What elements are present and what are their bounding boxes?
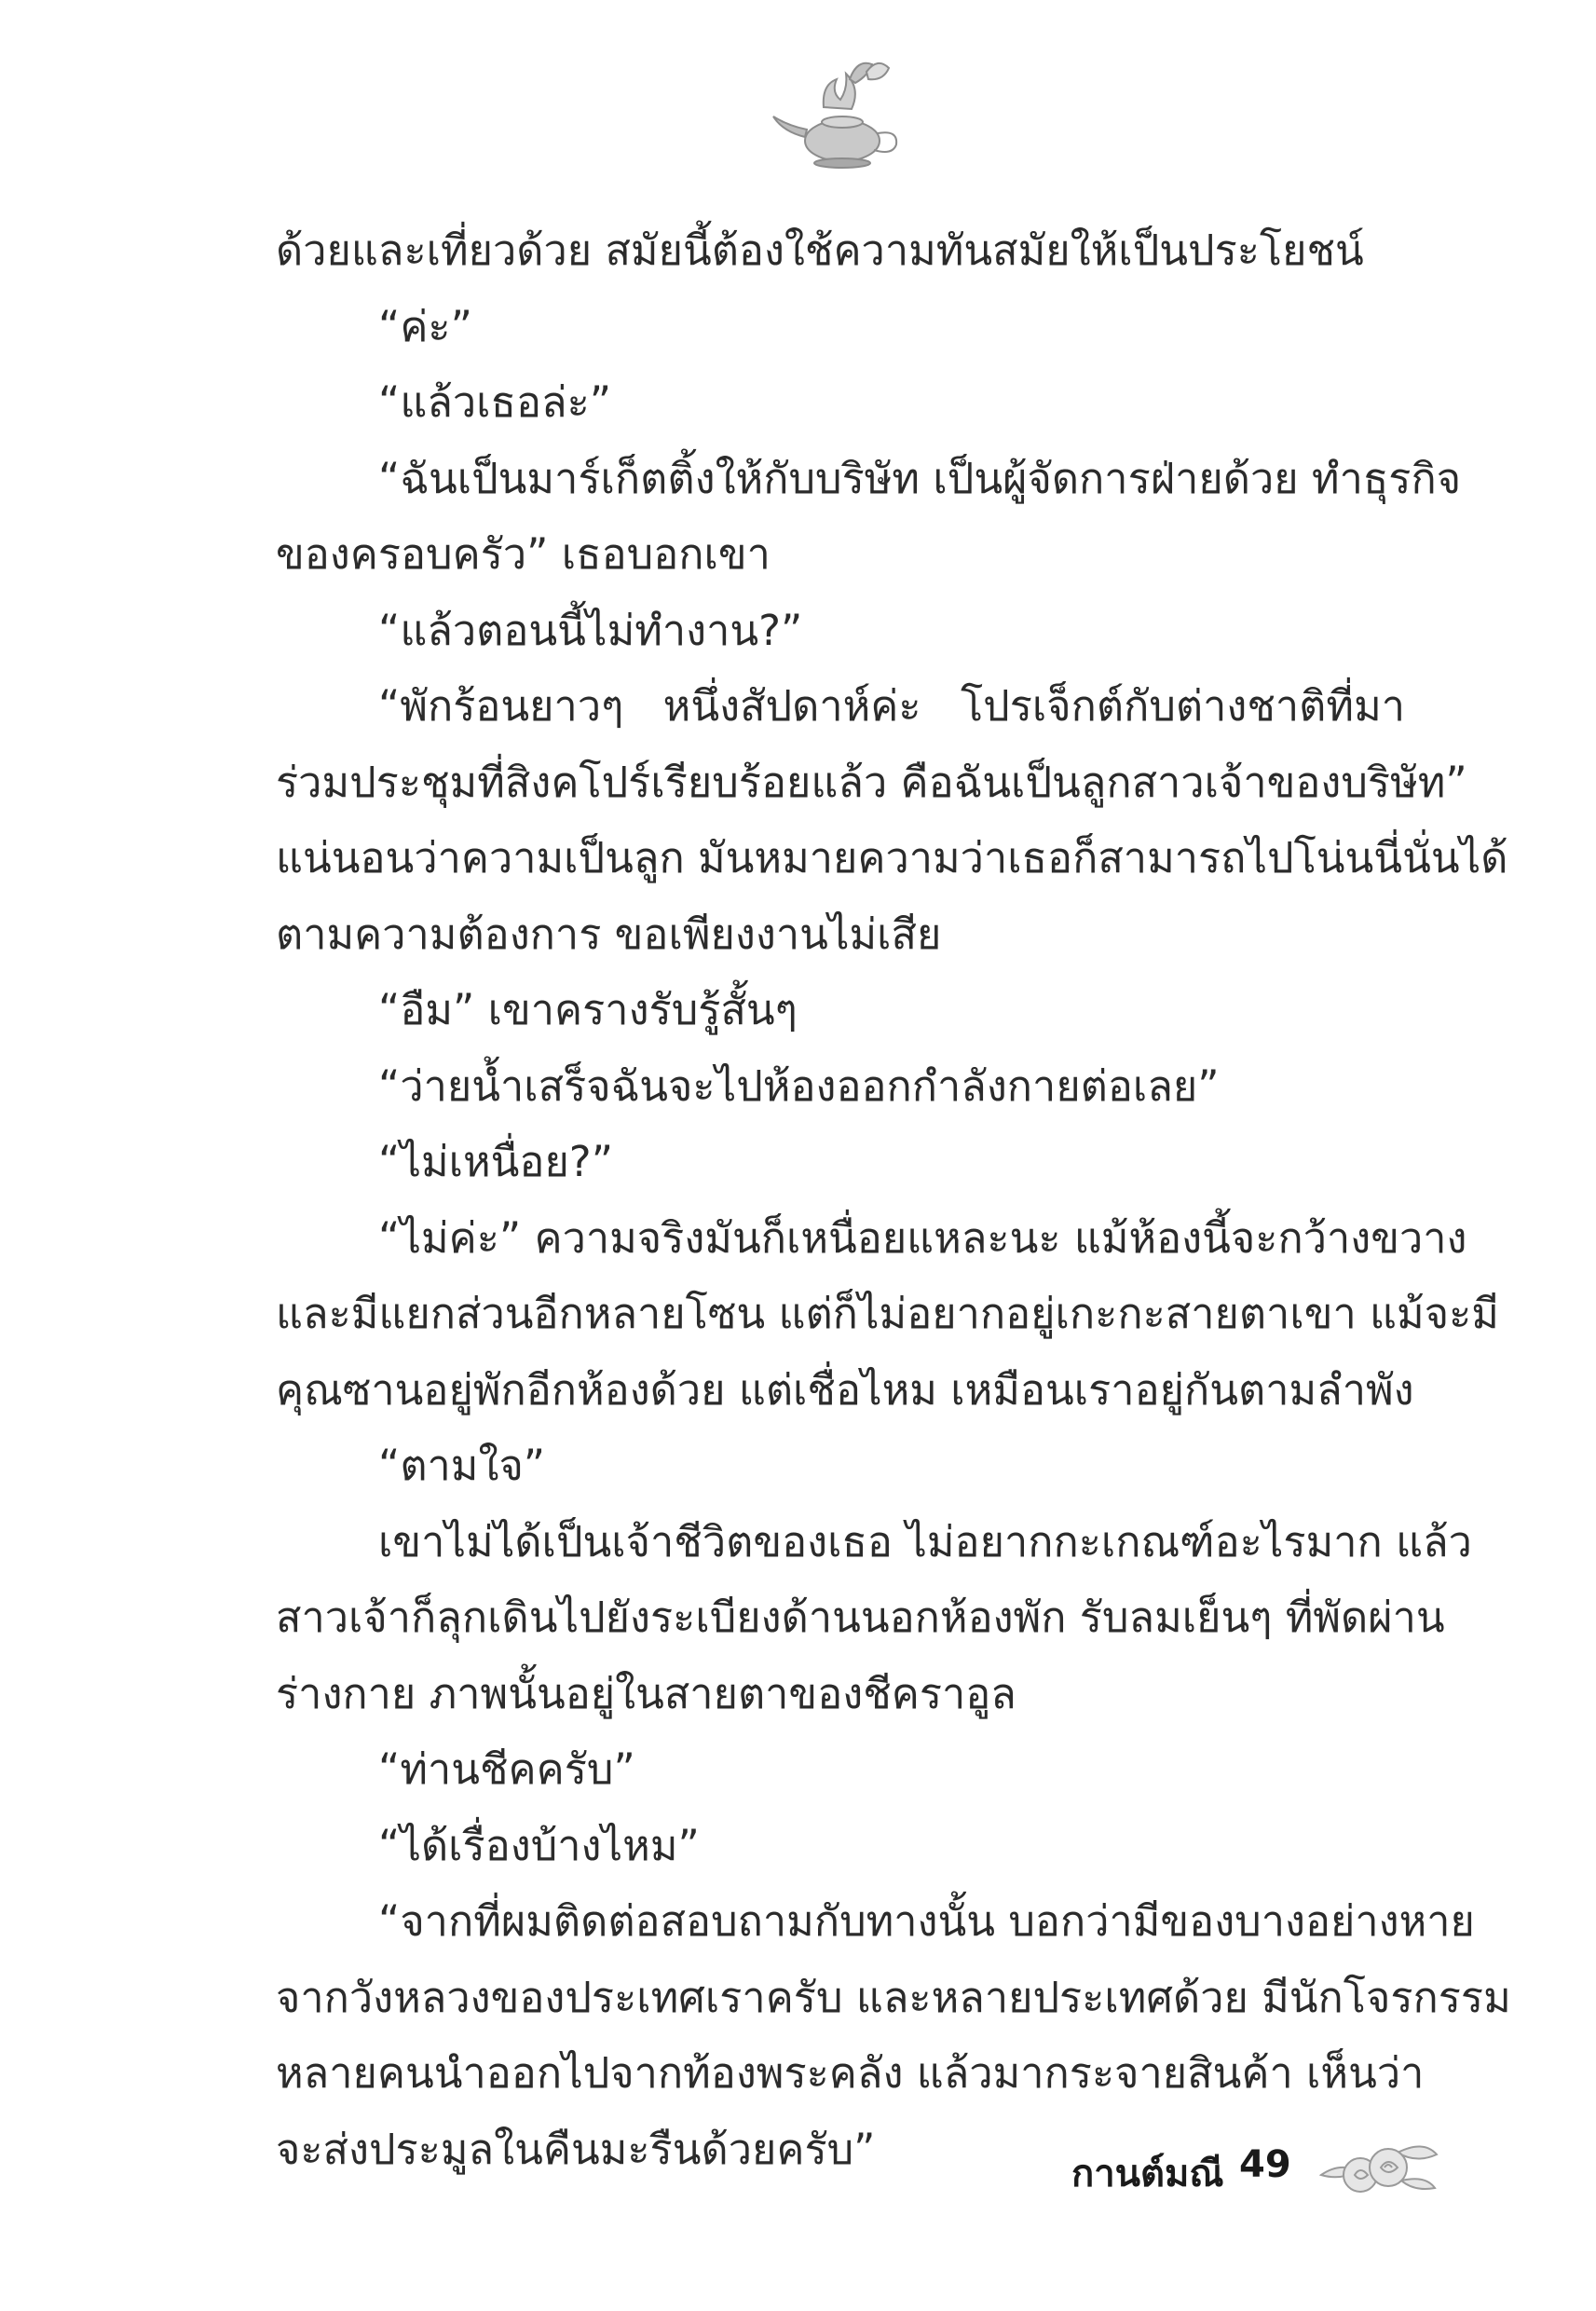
page-footer [1071, 2134, 1463, 2208]
paragraph [276, 1504, 1472, 1732]
text-line: เขาไม่ได้เป็นเจ้าชีวิตของเธอ ไม่อยากกะเกณฑ์อะไรมาก แล้ว [378, 1516, 1472, 1566]
paragraph [276, 1124, 1405, 1200]
text-line: “ว่ายน้ำเสร็จฉันจะไปห้องออกกำลังกายต่อเลย” [378, 1060, 1220, 1111]
paragraph [276, 1808, 1405, 1884]
paragraph [276, 668, 1508, 972]
rose-ornament-icon [1312, 2134, 1442, 2199]
text-line: “ได้เรื่องบ้างไหม” [378, 1820, 700, 1870]
text-line: แน่นอนว่าความเป็นลูก มันหมายความว่าเธอก็สามารถไปโน่นนี่นั่นได้ [276, 833, 1508, 882]
text-line: “แล้วเธอล่ะ” [378, 377, 612, 427]
text-line: ร่างกาย ภาพนั้นอยู่ในสายตาของชีคราอูล [276, 1668, 1016, 1718]
text-line: จากวังหลวงของประเทศเราครับ และหลายประเทศด้วย มีนักโจรกรรม [276, 1972, 1511, 2022]
paragraph [276, 1200, 1499, 1429]
text-line: “ไม่ค่ะ” ความจริงมันก็เหนื่อยแหละนะ แม้ห้องนี้จะกว้างขวาง [378, 1212, 1467, 1263]
text-line: และมีแยกส่วนอีกหลายโซน แต่ก็ไม่อยากอยู่เกะกะสายตาเขา แม้จะมี [276, 1289, 1499, 1338]
text-line: “อืม” เขาครางรับรู้สั้นๆ [378, 985, 798, 1034]
body-text [276, 212, 1511, 2187]
paragraph [276, 1731, 1405, 1808]
text-line: คุณซานอยู่พักอีกห้องด้วย แต่เชื่อไหม เหมือนเราอยู่กันตามลำพัง [276, 1364, 1414, 1415]
text-line: ของครอบครัว” เธอบอกเขา [276, 529, 771, 579]
text-line: “ตามใจ” [378, 1441, 546, 1490]
text-line: ตามความต้องการ ขอเพียงงานไม่เสีย [276, 909, 942, 959]
paragraph [276, 1048, 1405, 1125]
text-line: หลายคนนำออกไปจากท้องพระคลัง แล้วมากระจายสินค้า เห็นว่า [276, 2048, 1425, 2098]
text-line: “ค่ะ” [378, 301, 472, 351]
paragraph [276, 364, 1405, 441]
text-line: สาวเจ้าก็ลุกเดินไปยังระเบียงด้านนอกห้องพัก รับลมเย็นๆ ที่พัดผ่าน [276, 1593, 1445, 1642]
paragraph [276, 593, 1405, 669]
paragraph [276, 441, 1462, 593]
text-line: จะส่งประมูลในคืนมะรืนด้วยครับ” [276, 2124, 876, 2174]
text-line: “ไม่เหนื่อย?” [378, 1137, 614, 1186]
paragraph [276, 212, 1405, 289]
text-line: “พักร้อนยาวๆ หนึ่งสัปดาห์ค่ะ โปรเจ็กต์กับต่างชาติที่มา [378, 681, 1405, 731]
teapot-ornament-icon [757, 51, 915, 172]
text-line: ร่วมประชุมที่สิงคโปร์เรียบร้อยแล้ว คือฉันเป็นลูกสาวเจ้าของบริษัท” [276, 757, 1467, 807]
text-line: “ฉันเป็นมาร์เก็ตติ้งให้กับบริษัท เป็นผู้จัดการฝ่ายด้วย ทำธุรกิจ [378, 453, 1462, 503]
text-line: ด้วยและเที่ยวด้วย สมัยนี้ต้องใช้ความทันสมัยให้เป็นประโยชน์ [276, 226, 1364, 275]
paragraph [276, 972, 1405, 1048]
page-number: 49 [1239, 2143, 1291, 2186]
text-line: “แล้วตอนนี้ไม่ทำงาน?” [378, 605, 803, 655]
text-line: “ท่านชีคครับ” [378, 1744, 635, 1794]
text-line: “จากที่ผมติดต่อสอบถามกับทางนั้น บอกว่ามีของบางอย่างหาย [378, 1896, 1475, 1946]
paragraph [276, 1428, 1405, 1504]
book-title: กานต์มณี [1071, 2153, 1224, 2195]
paragraph [276, 289, 1405, 365]
